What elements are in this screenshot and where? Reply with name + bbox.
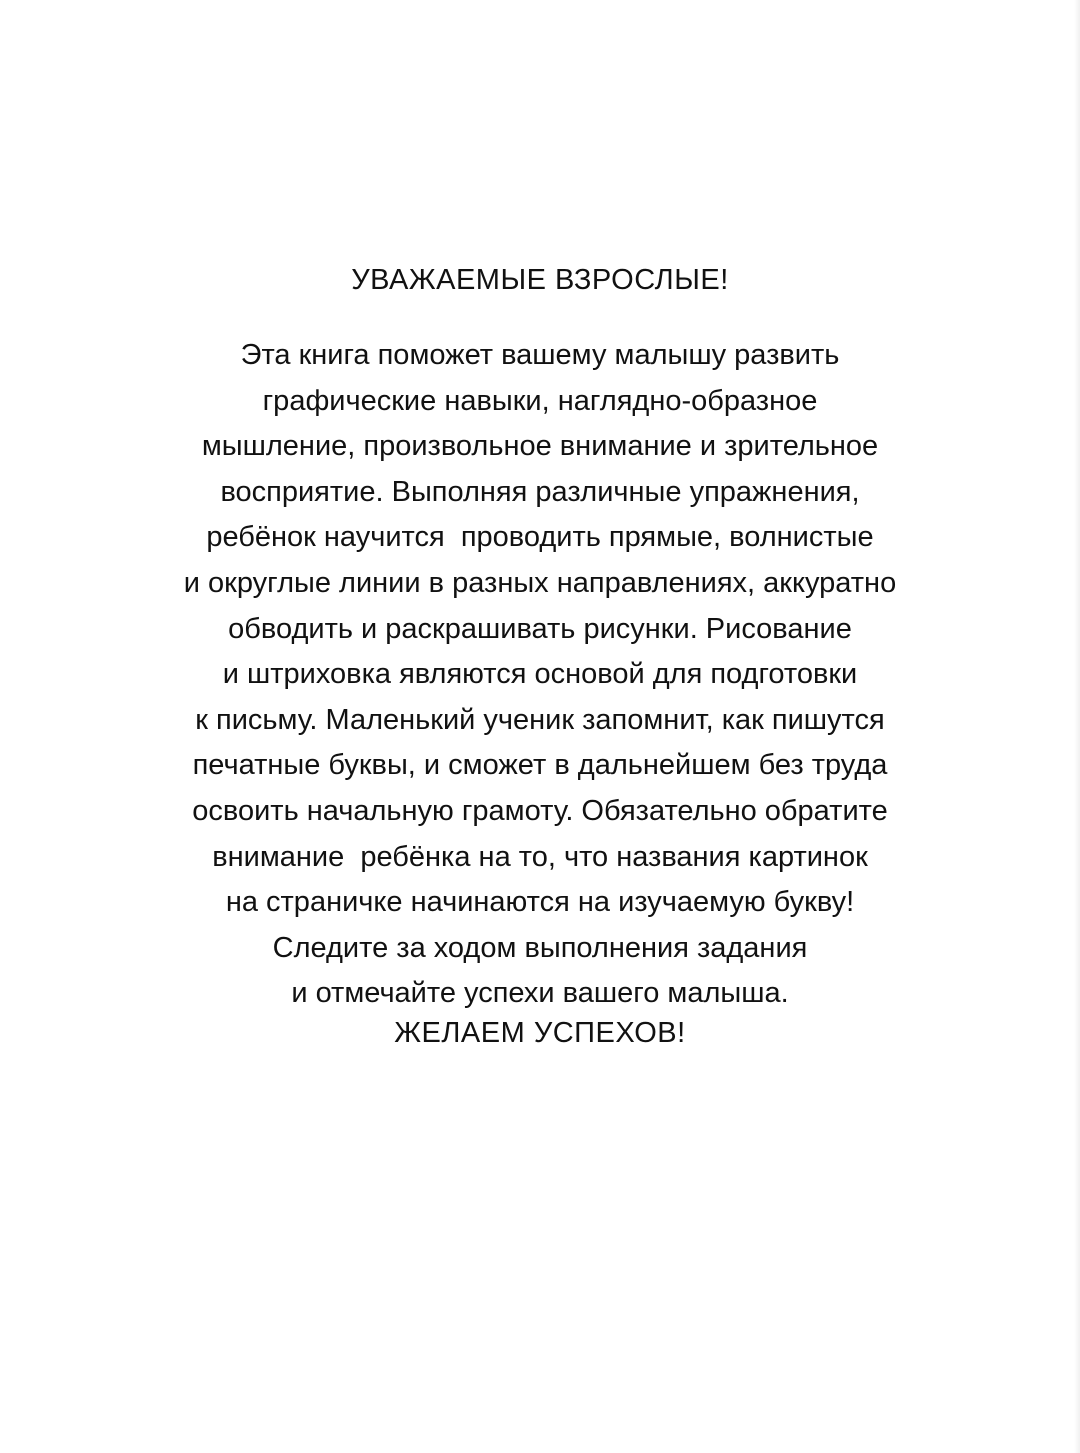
body-line: мышление, произвольное внимание и зрительное — [201, 430, 879, 463]
body-line: графические навыки, наглядно-образное — [262, 384, 818, 417]
closing-heading: ЖЕЛАЕМ УСПЕХОВ! — [394, 1017, 686, 1049]
page-heading: УВАЖАЕМЫЕ ВЗРОСЛЫЕ! — [351, 264, 729, 296]
body-line: обводить и раскрашивать рисунки. Рисование — [228, 612, 852, 645]
body-line: и штриховка являются основой для подготовки — [222, 658, 858, 691]
body-line: ребёнок научится проводить прямые, волнистые — [206, 521, 874, 554]
body-line: Следите за ходом выполнения задания — [272, 931, 808, 964]
body-line: внимание ребёнка на то, что названия картинок — [212, 840, 868, 873]
body-paragraph — [0, 333, 1080, 1017]
body-line: Эта книга поможет вашему малышу развить — [240, 339, 840, 371]
body-line: освоить начальную грамоту. Обязательно обратите — [192, 794, 888, 827]
body-line: на страничке начинаются на изучаемую букву! — [225, 886, 855, 919]
body-line: печатные буквы, и сможет в дальнейшем без труда — [192, 749, 888, 782]
body-line: и округлые линии в разных направлениях, аккуратно — [183, 566, 897, 599]
body-line: и отмечайте успехи вашего малыша. — [291, 977, 789, 1010]
body-line: восприятие. Выполняя различные упражнения, — [220, 475, 860, 508]
body-line: к письму. Маленький ученик запомнит, как пишутся — [195, 703, 885, 736]
